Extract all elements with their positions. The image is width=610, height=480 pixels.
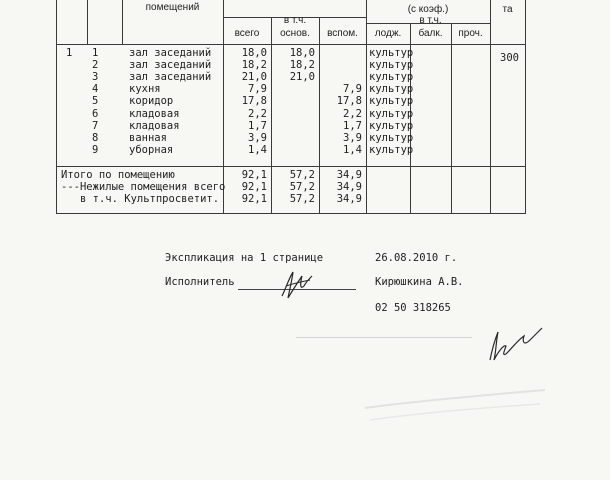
room-main-area: 18,2 bbox=[289, 59, 315, 72]
totals-label: ---Нежилые помещения всего bbox=[61, 181, 226, 193]
explication-pages: Экспликация на 1 странице bbox=[165, 252, 324, 264]
header-rooms-name: помещений bbox=[145, 2, 200, 13]
room-aux-area: 17,8 bbox=[336, 95, 362, 108]
room-purpose: культур bbox=[369, 131, 414, 144]
explication-date: 26.08.2010 г. bbox=[375, 252, 458, 264]
room-number: 9 bbox=[92, 143, 99, 156]
room-total-area: 18,0 bbox=[241, 47, 267, 59]
room-purpose: культур bbox=[369, 107, 414, 120]
totals-total: 92,1 bbox=[241, 181, 267, 193]
header-coef: (с коэф.) bbox=[407, 4, 449, 15]
room-name: кладовая bbox=[129, 119, 180, 132]
room-number: 8 bbox=[92, 131, 99, 144]
signature bbox=[276, 268, 322, 302]
header-balcony: балк. bbox=[418, 28, 443, 39]
room-purpose: культур bbox=[369, 71, 414, 84]
room-name: уборная bbox=[129, 143, 174, 156]
room-total-area: 3,9 bbox=[248, 131, 267, 144]
header-aux: вспом. bbox=[327, 28, 358, 39]
header-other: проч. bbox=[458, 28, 483, 39]
room-name: зал заседаний bbox=[129, 71, 212, 84]
room-number: 6 bbox=[92, 107, 99, 120]
room-name: кухня bbox=[129, 83, 161, 96]
totals-total: 92,1 bbox=[241, 193, 267, 205]
totals-row bbox=[0, 182, 610, 193]
room-name: кладовая bbox=[129, 107, 180, 120]
room-aux-area: 1,4 bbox=[343, 143, 362, 156]
room-aux-area: 7,9 bbox=[343, 83, 362, 96]
room-total-area: 7,9 bbox=[248, 83, 267, 96]
header-loggia: лодж. bbox=[374, 28, 402, 39]
room-number: 4 bbox=[92, 83, 99, 96]
header-total: всего bbox=[234, 28, 260, 39]
totals-label: Итого по помещению bbox=[61, 169, 175, 181]
room-total-area: 17,8 bbox=[241, 95, 267, 108]
height-value: 300 bbox=[500, 52, 519, 64]
room-total-area: 21,0 bbox=[241, 71, 267, 84]
table-row bbox=[0, 121, 610, 132]
header-incl: в т.ч. bbox=[283, 15, 307, 26]
totals-top-line bbox=[56, 166, 525, 167]
room-purpose: культур bbox=[369, 95, 414, 108]
document-code: 02 50 318265 bbox=[375, 302, 451, 314]
room-aux-area: 2,2 bbox=[343, 107, 362, 120]
table-row bbox=[0, 133, 610, 144]
floor-number: 1 bbox=[66, 47, 73, 59]
header-bottom-line bbox=[56, 44, 525, 45]
room-purpose: культур bbox=[369, 83, 414, 96]
room-name: зал заседаний bbox=[129, 59, 212, 72]
room-number: 7 bbox=[92, 119, 99, 132]
totals-main: 57,2 bbox=[289, 193, 315, 205]
totals-label: в т.ч. Культпросветит. bbox=[80, 193, 220, 205]
room-purpose: культур bbox=[369, 59, 414, 72]
room-name: коридор bbox=[129, 95, 174, 108]
room-number: 5 bbox=[92, 95, 99, 108]
table-row bbox=[0, 96, 610, 107]
room-name: ванная bbox=[129, 131, 167, 144]
totals-row bbox=[0, 170, 610, 181]
room-number: 2 bbox=[92, 59, 99, 72]
totals-row bbox=[0, 194, 610, 205]
room-number: 1 bbox=[92, 47, 99, 59]
initials-mark bbox=[484, 322, 546, 364]
table-row bbox=[0, 72, 610, 83]
totals-aux: 34,9 bbox=[336, 181, 362, 193]
table-row bbox=[0, 145, 610, 156]
executor-label: Исполнитель bbox=[165, 276, 235, 288]
table-row bbox=[0, 84, 610, 95]
header-main: основ. bbox=[280, 28, 310, 39]
table-row bbox=[0, 60, 610, 71]
room-aux-area: 3,9 bbox=[343, 131, 362, 144]
room-number: 3 bbox=[92, 71, 99, 84]
totals-aux: 34,9 bbox=[336, 169, 362, 181]
room-purpose: культур bbox=[369, 143, 414, 156]
room-main-area: 21,0 bbox=[289, 71, 315, 84]
faint-stamp-text: ​ bbox=[358, 372, 362, 405]
room-name: зал заседаний bbox=[129, 47, 212, 59]
header-incl-aux: в т.ч. bbox=[419, 15, 442, 26]
room-total-area: 1,7 bbox=[248, 119, 267, 132]
totals-main: 57,2 bbox=[289, 169, 315, 181]
room-main-area: 18,0 bbox=[289, 47, 315, 59]
executor-name: Кирюшкина А.В. bbox=[375, 276, 464, 288]
room-total-area: 1,4 bbox=[248, 143, 267, 156]
room-purpose: культур bbox=[369, 47, 414, 59]
room-aux-area: 1,7 bbox=[343, 119, 362, 132]
room-total-area: 2,2 bbox=[248, 107, 267, 120]
totals-aux: 34,9 bbox=[336, 193, 362, 205]
room-purpose: культур bbox=[369, 119, 414, 132]
totals-main: 57,2 bbox=[289, 181, 315, 193]
faint-line bbox=[296, 337, 472, 338]
header-height-ta: та bbox=[502, 4, 513, 15]
table-row bbox=[0, 109, 610, 120]
table-bottom-line bbox=[56, 213, 525, 214]
faint-stamp-outline bbox=[360, 368, 550, 428]
room-total-area: 18,2 bbox=[241, 59, 267, 72]
totals-total: 92,1 bbox=[241, 169, 267, 181]
table-row bbox=[0, 48, 610, 59]
table-col-line bbox=[87, 0, 88, 44]
